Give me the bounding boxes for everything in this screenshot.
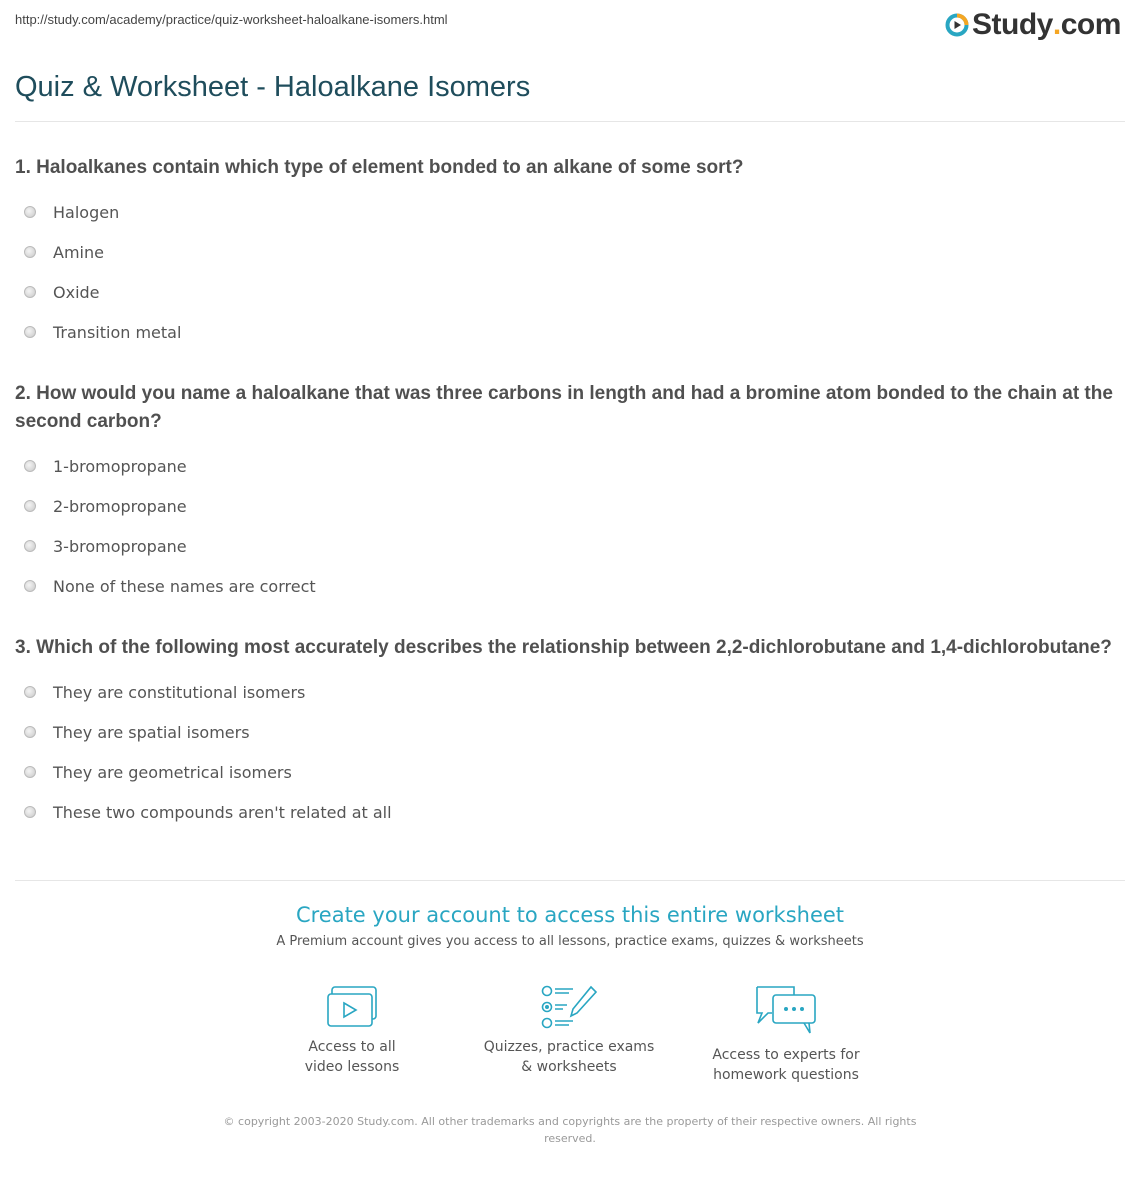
answer-label: These two compounds aren't related at all bbox=[53, 802, 392, 822]
answer-option[interactable] bbox=[15, 566, 1115, 606]
answer-label: They are constitutional isomers bbox=[53, 682, 306, 702]
answer-label: 1-bromopropane bbox=[53, 456, 187, 476]
copyright: © copyright 2003-2020 Study.com. All other trademarks and copyrights are the property of their respective owners. All rights reserved. bbox=[223, 1115, 917, 1145]
chat-bubbles-icon bbox=[754, 985, 818, 1037]
answer-option[interactable] bbox=[15, 712, 1115, 752]
question bbox=[15, 154, 1115, 352]
radio-button[interactable] bbox=[24, 540, 36, 552]
answer-option[interactable] bbox=[15, 232, 1115, 272]
question-text: 3. Which of the following most accurately describes the relationship between 2,2-dichlorobutane and 1,4-dichlorobutane? bbox=[15, 637, 1112, 658]
quiz-checklist-icon bbox=[541, 985, 597, 1029]
play-logo-icon bbox=[945, 13, 969, 37]
answer-option[interactable] bbox=[15, 672, 1115, 712]
cta-title[interactable]: Create your account to access this entire worksheet bbox=[295, 903, 845, 927]
answer-label: Oxide bbox=[53, 282, 100, 302]
radio-button[interactable] bbox=[24, 766, 36, 778]
question-text: 2. How would you name a haloalkane that was three carbons in length and had a bromine atom bonded to the chain at the second carbon? bbox=[15, 383, 1113, 432]
answer-label: 2-bromopropane bbox=[53, 496, 187, 516]
logo-text: Study bbox=[972, 8, 1053, 41]
answer-option[interactable] bbox=[15, 752, 1115, 792]
logo-dot: . bbox=[1052, 8, 1061, 41]
feature-quizzes bbox=[469, 985, 669, 1077]
feature-line1: Access to all bbox=[308, 1039, 396, 1055]
page-url: http://study.com/academy/practice/quiz-worksheet-haloalkane-isomers.html bbox=[15, 12, 448, 27]
divider bbox=[15, 121, 1125, 122]
answer-label: They are geometrical isomers bbox=[53, 762, 292, 782]
page-title: Quiz & Worksheet - Haloalkane Isomers bbox=[15, 71, 531, 103]
answer-option[interactable] bbox=[15, 192, 1115, 232]
radio-button[interactable] bbox=[24, 286, 36, 298]
answer-label: None of these names are correct bbox=[53, 576, 316, 596]
feature-line2: homework questions bbox=[713, 1067, 859, 1083]
logo-tld: com bbox=[1060, 8, 1121, 41]
answer-option[interactable] bbox=[15, 792, 1115, 832]
cta-subtitle: A Premium account gives you access to all lessons, practice exams, quizzes & worksheets bbox=[276, 934, 864, 949]
radio-button[interactable] bbox=[24, 206, 36, 218]
radio-button[interactable] bbox=[24, 246, 36, 258]
answer-label: Transition metal bbox=[53, 322, 182, 342]
radio-button[interactable] bbox=[24, 326, 36, 338]
question-text: 1. Haloalkanes contain which type of element bonded to an alkane of some sort? bbox=[15, 157, 744, 178]
radio-button[interactable] bbox=[24, 806, 36, 818]
feature-line1: Quizzes, practice exams bbox=[483, 1039, 655, 1055]
feature-line2: & worksheets bbox=[521, 1059, 617, 1075]
answer-label: Amine bbox=[53, 242, 104, 262]
radio-button[interactable] bbox=[24, 580, 36, 592]
video-lessons-icon bbox=[326, 985, 378, 1029]
answer-option[interactable] bbox=[15, 486, 1115, 526]
divider bbox=[15, 880, 1125, 881]
radio-button[interactable] bbox=[24, 460, 36, 472]
answer-label: 3-bromopropane bbox=[53, 536, 187, 556]
question bbox=[15, 380, 1115, 606]
feature-experts bbox=[686, 985, 886, 1085]
question bbox=[15, 634, 1115, 832]
answer-option[interactable] bbox=[15, 312, 1115, 352]
feature-video bbox=[252, 985, 452, 1077]
quiz bbox=[15, 154, 1115, 860]
radio-button[interactable] bbox=[24, 686, 36, 698]
answer-label: Halogen bbox=[53, 202, 120, 222]
feature-line1: Access to experts for bbox=[712, 1047, 860, 1063]
answer-option[interactable] bbox=[15, 446, 1115, 486]
radio-button[interactable] bbox=[24, 500, 36, 512]
radio-button[interactable] bbox=[24, 726, 36, 738]
answer-option[interactable] bbox=[15, 272, 1115, 312]
study-logo[interactable] bbox=[945, 8, 1121, 42]
answer-label: They are spatial isomers bbox=[53, 722, 250, 742]
answer-option[interactable] bbox=[15, 526, 1115, 566]
feature-line2: video lessons bbox=[304, 1059, 400, 1075]
